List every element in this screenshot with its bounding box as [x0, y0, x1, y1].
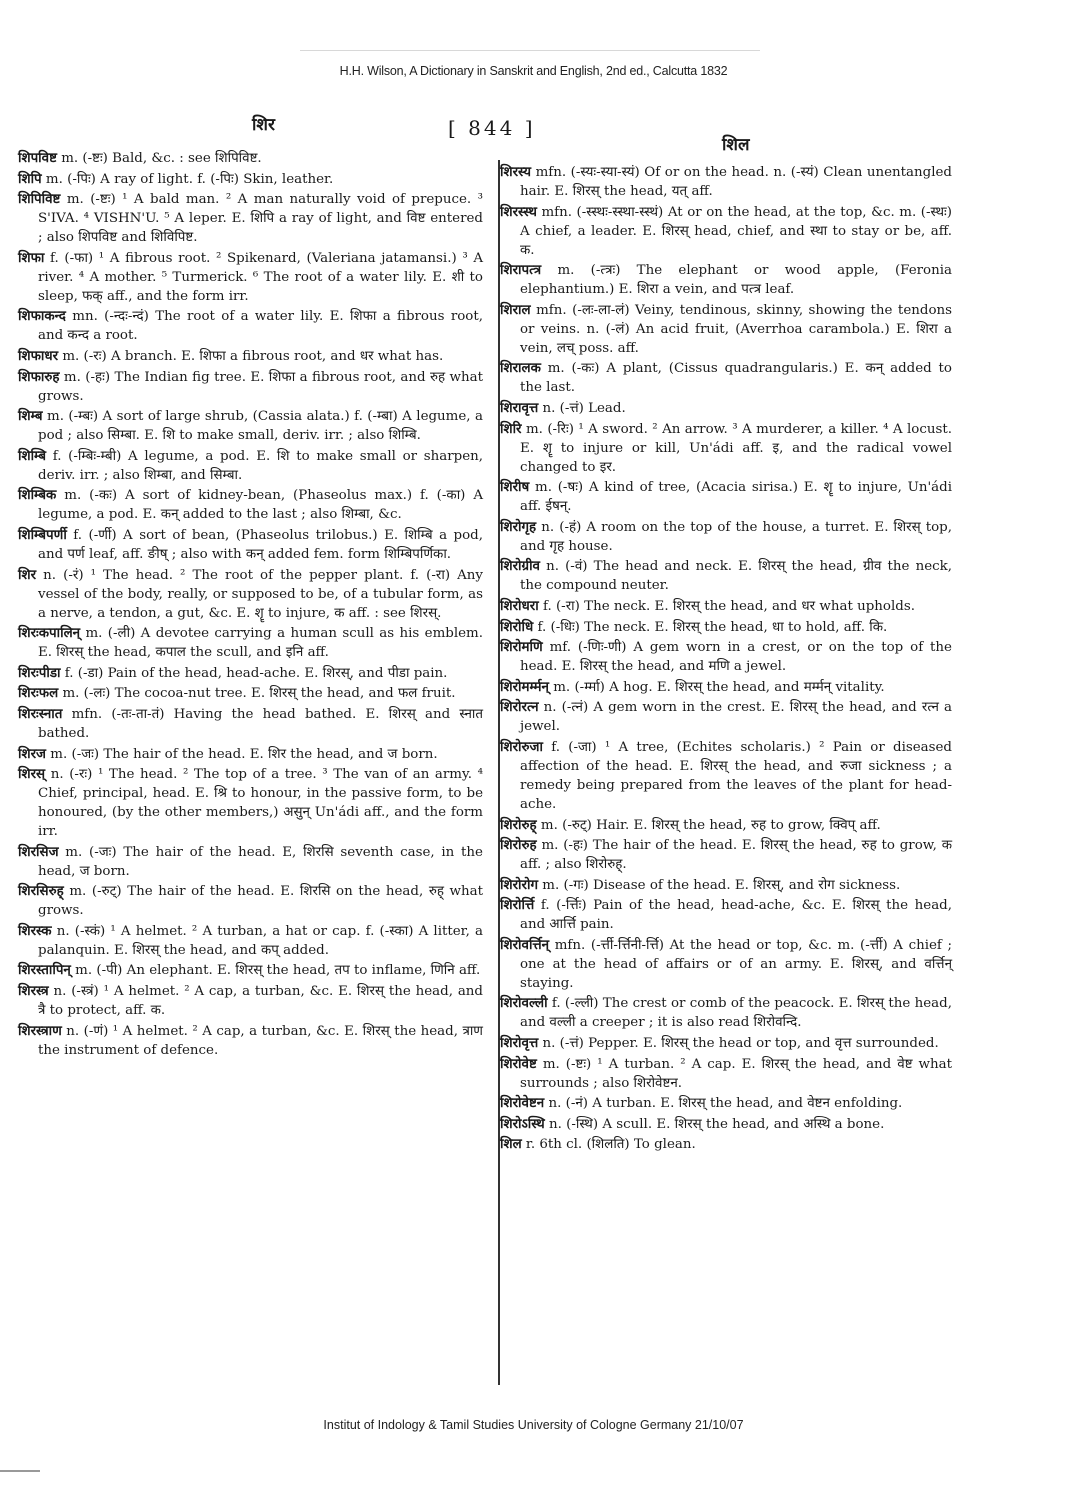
entry-definition: n. (-णं) ¹ A helmet. ² A cap, a turban, &c. E. शिरस् the head, त्राण the instrument of defence.: [38, 1023, 483, 1058]
entry-headword: शिरःस्नात: [18, 705, 63, 722]
entry-headword: शिरोवेष्ट: [500, 1055, 537, 1072]
entry-definition: n. (-त्नं) A gem worn in the crest. E. शिरस् the head, and रत्न a jewel.: [520, 700, 952, 735]
entry-headword: शिम्ब: [18, 408, 43, 425]
entry-headword: शिल: [500, 1136, 522, 1153]
footer-credit: Institut of Indology & Tamil Studies University of Cologne Germany 21/10/07: [323, 1418, 744, 1432]
dictionary-entry: [18, 705, 483, 743]
dictionary-entry: [18, 765, 483, 841]
dictionary-entry: [500, 1055, 952, 1093]
entry-headword: शिरोमर्म्मन्: [500, 678, 549, 695]
entry-headword: शिरस्त्र: [18, 983, 49, 1000]
right-column: [500, 163, 952, 1156]
entry-headword: शिम्बि: [18, 447, 47, 464]
dictionary-entry: [18, 347, 483, 366]
dictionary-entry: [500, 359, 952, 397]
dictionary-entry: [500, 738, 952, 814]
dictionary-entry: [18, 843, 483, 881]
entry-headword: शिरस्: [18, 766, 46, 783]
dictionary-entry: [500, 936, 952, 993]
entry-definition: m. (-त्त्रः) The elephant or wood apple, (Feronia elephantium.) E. शिरा a vein, and पत्त्र leaf.: [520, 263, 953, 298]
dictionary-entry: [500, 876, 952, 895]
entry-headword: शिरज: [18, 745, 46, 762]
entry-headword: शिम्बिपर्णी: [18, 526, 67, 543]
dictionary-entry: [18, 249, 483, 306]
page-number: [ 844 ]: [448, 116, 536, 140]
dictionary-entry: [500, 203, 952, 260]
entry-definition: m. (-रिः) ¹ A sword. ² An arrow. ³ A murderer, a killer. ⁴ A locust. E. शॄ to injure or kill, Un'ádi aff. इ, and the radical vowel changed to इर.: [520, 421, 952, 475]
entry-definition: f. (-फा) ¹ A fibrous root. ² Spikenard, (Valeriana jatamansi.) ³ A river. ⁴ A mother. ⁵ Turmerick. ⁶ The root of a water lily. E. शी to sleep, फक् aff., and the form irr.: [38, 250, 483, 304]
entry-definition: m. (-गः) Disease of the head. E. शिरस्, and रोग sickness.: [542, 877, 901, 893]
dictionary-entry: [500, 420, 952, 477]
entry-definition: m. (-कः) A sort of kidney-bean, (Phaseolus max.) f. (-का) A legume, a pod. E. कन् added to the last ; also शिम्बा, &c.: [38, 488, 483, 523]
entry-headword: शिराल: [500, 301, 531, 318]
dictionary-entry: [500, 1094, 952, 1113]
entry-definition: m. (-जः) The hair of the head. E, शिरसि seventh case, in the head, ज born.: [38, 844, 483, 879]
dictionary-entry: [18, 368, 483, 406]
dictionary-entry: [500, 638, 952, 676]
entry-definition: f. (-डा) Pain of the head, head-ache. E. शिरस्, and पीडा pain.: [64, 665, 448, 681]
entry-headword: शिरस्तापिन्: [18, 962, 71, 979]
entry-definition: f. (-जा) ¹ A tree, (Echites scholaris.) ² Pain or diseased affection of the head. E. शिरस् the head, and रुजा sickness ; a remedy being prepared from the leaves of the plant for head-ache.: [520, 739, 952, 812]
left-column: [18, 149, 483, 1061]
entry-definition: m. (-लः) The cocoa-nut tree. E. शिरस् the head, and फल fruit.: [62, 686, 456, 702]
entry-definition: f. (-धिः) The neck. E. शिरस् the head, धा to hold, aff. कि.: [537, 619, 888, 635]
entry-headword: शिरोरुह्: [500, 816, 537, 833]
entry-headword: शिरोमणि: [500, 639, 543, 656]
entry-headword: शिफा: [18, 249, 45, 266]
dictionary-entry: [500, 518, 952, 556]
dictionary-entry: [18, 566, 483, 623]
entry-headword: शिरालक: [500, 360, 541, 377]
entry-definition: m. (-कः) A plant, (Cissus quadrangularis.) E. कन् added to the last.: [520, 361, 952, 396]
dictionary-entry: [18, 190, 483, 247]
dictionary-entry: [500, 163, 952, 201]
entry-headword: शिरोधरा: [500, 597, 539, 614]
entry-headword: शिरःकपालिन्: [18, 625, 81, 642]
entry-definition: m. (-ली) A devotee carrying a human scull as his emblem. E. शिरस् the head, कपाल the scull, and इनि aff.: [38, 626, 483, 661]
entry-definition: mfn. (-स्यः-स्या-स्यं) Of or on the head. n. (-स्यं) Clean unentangled hair. E. शिरस् the head, यत् aff.: [520, 165, 952, 199]
entry-definition: m. (-हः) The hair of the head. E. शिरस् the head, रुह to grow, क aff. ; also शिरोरुह्.: [520, 838, 952, 873]
entry-headword: शिरस्य: [500, 164, 532, 180]
entry-headword: शिरसिज: [18, 843, 59, 860]
dictionary-entry: [18, 307, 483, 345]
entry-definition: m. (-जः) The hair of the head. E. शिर the head, and ज born.: [50, 746, 438, 762]
entry-headword: शिरोवर्त्तिन्: [500, 936, 550, 953]
dictionary-entry: [500, 1115, 952, 1134]
dictionary-entry: [500, 816, 952, 835]
entry-headword: शिरोरत्न: [500, 699, 539, 716]
entry-definition: m. (-हः) The Indian fig tree. E. शिफा a fibrous root, and रुह what grows.: [38, 369, 483, 404]
entry-headword: शिरस्क: [18, 922, 52, 939]
entry-definition: n. (-त्तं) Lead.: [542, 400, 626, 416]
guide-word-left: शिर: [252, 115, 275, 135]
entry-headword: शिरापत्त्र: [500, 262, 542, 279]
entry-definition: r. 6th cl. (शिलति) To glean.: [525, 1137, 696, 1153]
entry-headword: शिरःफल: [18, 685, 59, 702]
entry-headword: शिफारुह: [18, 368, 60, 385]
entry-definition: m. (-रुट्) Hair. E. शिरस् the head, रुह to grow, क्विप् aff.: [540, 817, 881, 833]
entry-headword: शिपविष्ट: [18, 150, 57, 166]
dictionary-entry: [18, 149, 483, 168]
entry-definition: m. (-रुट्) The hair of the head. E. शिरसि on the head, रुह् what grows.: [38, 884, 483, 919]
dictionary-entry: [500, 618, 952, 637]
dictionary-entry: [18, 961, 483, 980]
entry-headword: शिरोऽस्थि: [500, 1115, 545, 1132]
entry-definition: f. (-रा) The neck. E. शिरस् the head, and धर what upholds.: [542, 598, 915, 614]
dictionary-entry: [18, 684, 483, 703]
source-citation: H.H. Wilson, A Dictionary in Sanskrit and English, 2nd ed., Calcutta 1832: [339, 64, 728, 78]
entry-headword: शिरि: [500, 420, 522, 437]
entry-headword: शिरोवल्ली: [500, 995, 548, 1012]
dictionary-entry: [18, 982, 483, 1020]
scan-bottom-rule: [0, 1470, 40, 1472]
entry-definition: m. (-र्म्मा) A hog. E. शिरस् the head, and मर्म्मन् vitality.: [553, 679, 885, 695]
entry-definition: f. (-ल्ली) The crest or comb of the peacock. E. शिरस् the head, and वल्ली a creeper ; it is also read शिरोवन्दि.: [520, 996, 952, 1031]
dictionary-entry: [18, 407, 483, 445]
entry-headword: शिर: [18, 566, 37, 583]
dictionary-entry: [18, 486, 483, 524]
dictionary-entry: [500, 1135, 952, 1154]
entry-definition: mfn. (-लः-ला-लं) Veiny, tendinous, skinny, showing the tendons or veins. n. (-लं) An acid fruit, (Averrhoa carambola.) E. शिरा a vein, लच् poss. aff.: [520, 302, 952, 356]
entry-definition: m. (-रः) A branch. E. शिफा a fibrous root, and धर what has.: [62, 348, 444, 364]
entry-definition: n. (-वं) The head and neck. E. शिरस् the head, ग्रीव the neck, the compound neuter.: [520, 559, 952, 594]
scan-top-rule: [300, 50, 760, 51]
dictionary-entry: [500, 896, 952, 934]
dictionary-entry: [18, 1022, 483, 1060]
dictionary-entry: [500, 478, 952, 516]
entry-definition: n. (-स्त्रं) ¹ A helmet. ² A cap, a turban, &c. E. शिरस् the head, and त्रै to protect, aff. क.: [38, 984, 483, 1019]
entry-headword: शिरोरुह: [500, 837, 537, 854]
entry-definition: m. (-ष्टः) ¹ A bald man. ² A man naturally void of prepuce. ³ S'IVA. ⁴ VISHN'U. ⁵ A leper. E. शिपि a ray of light, and विष्ट entered ; also शिपविष्ट and शिविपिष्ट.: [38, 192, 483, 246]
dictionary-entry: [18, 664, 483, 683]
entry-headword: शिरोग्रीव: [500, 558, 540, 575]
dictionary-entry: [18, 170, 483, 189]
entry-definition: m. (-पिः) A ray of light. f. (-पिः) Skin, leather.: [45, 171, 334, 187]
dictionary-entry: [500, 1034, 952, 1053]
entry-headword: शिरोगृह: [500, 518, 537, 535]
dictionary-entry: [500, 399, 952, 418]
entry-definition: f. (-र्णी) A sort of bean, (Phaseolus trilobus.) E. शिम्बि a pod, and पर्ण leaf, aff. ङीष् ; also with कन् added fem. form शिम्बिपर्णिका.: [38, 527, 483, 562]
entry-headword: शिफाकन्द: [18, 308, 66, 325]
entry-headword: शिरीष: [500, 479, 530, 496]
entry-headword: शिरोवृत्त: [500, 1035, 539, 1052]
dictionary-entry: [500, 994, 952, 1032]
entry-definition: m. (-ष्टः) ¹ A turban. ² A cap. E. शिरस् the head, and वेष्ट what surrounds ; also शिरोवेष्टन.: [520, 1056, 952, 1091]
entry-definition: mf. (-णिः-णी) A gem worn in a crest, or on the top of the head. E. शिरस् the head, and मणि a jewel.: [520, 640, 952, 675]
entry-definition: n. (-हं) A room on the top of the house, a turret. E. शिरस् top, and गृह house.: [520, 519, 952, 554]
entry-headword: शिरस्त्राण: [18, 1022, 62, 1039]
entry-definition: m. (-पी) An elephant. E. शिरस् the head, तप to inflame, णिनि aff.: [75, 963, 481, 979]
dictionary-entry: [500, 836, 952, 874]
entry-definition: mfn. (-र्त्ती-र्त्तिनी-र्त्ति) At the head or top, &c. m. (-र्त्ती) A chief ; one at the head of affairs or of an army. E. शिरस्, and वर्त्तिन् staying.: [520, 937, 952, 991]
entry-headword: शिरोधि: [500, 618, 534, 635]
entry-definition: m. (-ष्टः) Bald, &c. : see शिपिविष्ट.: [61, 151, 262, 166]
entry-definition: n. (-रः) ¹ The head. ² The top of a tree. ³ The van of an army. ⁴ Chief, principal, head. E. श्रि to honour, in the passive form, to be honoured, (by the other members,) असुन् Un'ádi aff., and the form irr.: [38, 767, 483, 840]
dictionary-entry: [500, 261, 952, 299]
dictionary-entry: [500, 557, 952, 595]
dictionary-entry: [500, 301, 952, 358]
entry-definition: n. (-नं) A turban. E. शिरस् the head, and वेष्टन enfolding.: [548, 1096, 903, 1112]
entry-headword: शिरोर्त्ति: [500, 897, 535, 914]
dictionary-entry: [500, 597, 952, 616]
entry-headword: शिम्बिक: [18, 487, 57, 504]
entry-headword: शिरःपीडा: [18, 664, 61, 681]
entry-definition: m. (-षः) A kind of tree, (Acacia sirisa.) E. शॄ to injure, Un'ádi aff. ईषन्.: [520, 480, 952, 515]
entry-definition: f. (-र्त्तिः) Pain of the head, head-ache, &c. E. शिरस् the head, and आर्त्ति pain.: [520, 898, 953, 933]
dictionary-entry: [18, 745, 483, 764]
entry-headword: शिरोवेष्टन: [500, 1095, 545, 1112]
entry-headword: शिफाधर: [18, 347, 59, 364]
dictionary-entry: [18, 922, 483, 960]
dictionary-entry: [18, 526, 483, 564]
entry-definition: mfn. (-स्स्थः-स्स्था-स्स्थं) At or on the head, at the top, &c. m. (-स्थः) A chief, a leader. E. शिरस् head, chief, and स्था to stay or be, aff. क.: [520, 204, 952, 258]
entry-headword: शिपिविष्ट: [18, 191, 61, 208]
dictionary-entry: [18, 624, 483, 662]
entry-headword: शिरस्स्थ: [500, 203, 537, 220]
dictionary-entry: [500, 678, 952, 697]
entry-headword: शिरसिरुह्: [18, 883, 64, 900]
entry-headword: शिरावृत्त: [500, 399, 539, 416]
entry-definition: mfn. (-तः-ता-तं) Having the head bathed. E. शिरस् and स्नात bathed.: [38, 706, 483, 741]
entry-definition: n. (-स्थि) A scull. E. शिरस् the head, and अस्थि a bone.: [549, 1116, 885, 1132]
dictionary-entry: [18, 447, 483, 485]
entry-definition: n. (-स्कं) ¹ A helmet. ² A turban, a hat or cap. f. (-स्का) A litter, a palanquin. E. शिरस् the head, and कप् added.: [38, 923, 483, 958]
entry-definition: n. (-रं) ¹ The head. ² The root of the pepper plant. f. (-रा) Any vessel of the body, really, or supposed to be, of a tubular form, as a nerve, a tendon, a gut, &c. E. शॄ to injure, क aff. : see शिरस्.: [38, 567, 483, 621]
entry-definition: f. (-म्बिः-म्बी) A legume, a pod. E. शि to make small or sharpen, deriv. irr. ; also शिम्बा, and सिम्बा.: [38, 448, 483, 483]
dictionary-entry: [500, 698, 952, 736]
entry-headword: शिपि: [18, 170, 42, 187]
entry-definition: m. (-म्बः) A sort of large shrub, (Cassia alata.) f. (-म्बा) A legume, a pod ; also सिम्बा. E. शि to make small, deriv. irr. ; also शिम्बि.: [38, 409, 483, 444]
entry-definition: n. (-त्तं) Pepper. E. शिरस् the head or top, and वृत्त surrounded.: [542, 1036, 939, 1052]
guide-word-right: शिल: [722, 135, 750, 155]
dictionary-entry: [18, 882, 483, 920]
entry-headword: शिरोरोग: [500, 876, 539, 893]
entry-headword: शिरोरुजा: [500, 738, 543, 755]
entry-definition: mn. (-न्दः-न्दं) The root of a water lily. E. शिफा a fibrous root, and कन्द a root.: [38, 309, 483, 344]
